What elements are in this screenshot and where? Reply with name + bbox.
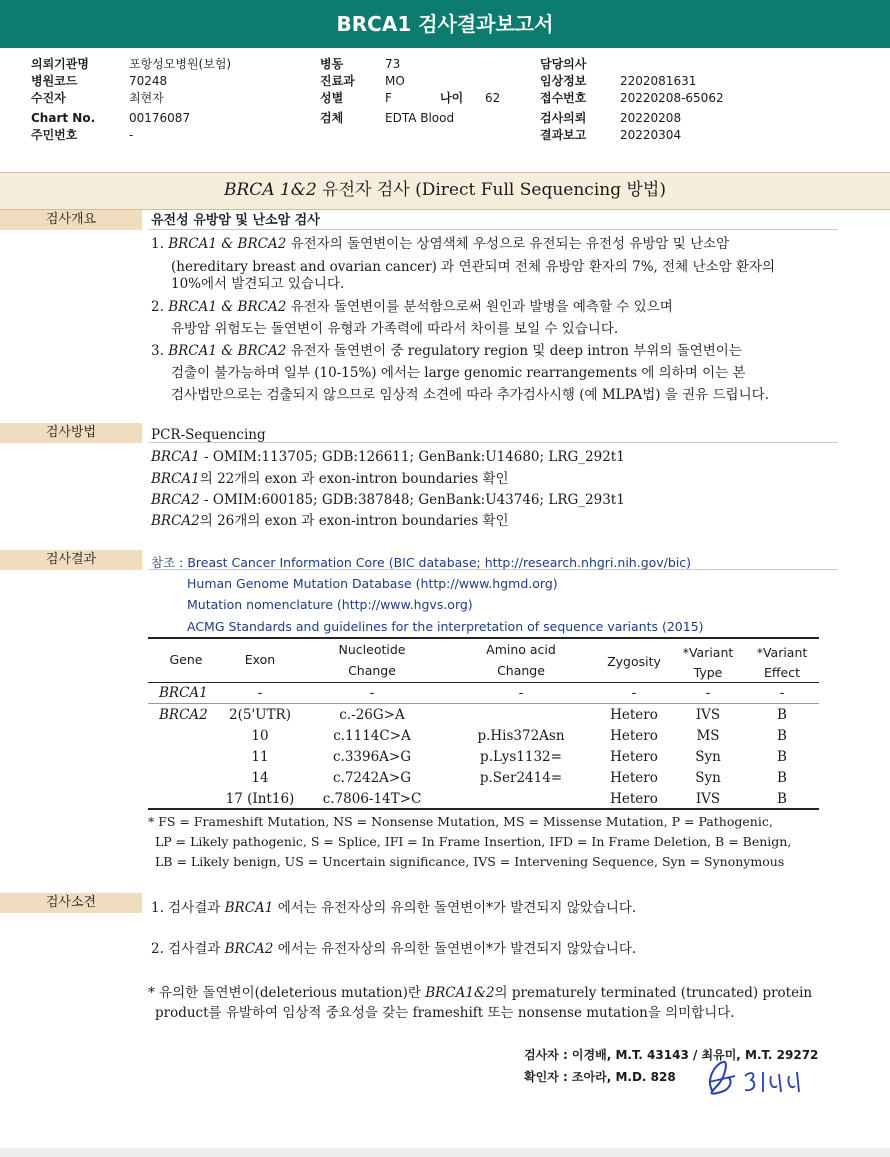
- cell-gene: BRCA1: [159, 685, 208, 701]
- reference-4: ACMG Standards and guidelines for the interpretation of sequence variants (2015): [187, 619, 704, 634]
- label-hospital-code: 병원코드: [31, 74, 78, 88]
- cell-exon: 14: [251, 770, 269, 786]
- value-resident-no: -: [129, 128, 134, 142]
- overview-item-3-line-2: 검출이 불가능하며 일부 (10-15%) 에서는 large genomic rearrangements 에 의하며 이는 본: [171, 365, 746, 381]
- item-number: 2.: [151, 299, 164, 315]
- label-accession-no: 접수번호: [540, 91, 587, 105]
- header-col2: [320, 56, 500, 127]
- footnote-3: LB = Likely benign, US = Uncertain significance, IVS = Intervening Sequence, Syn = Synonymous: [155, 854, 785, 869]
- label-institution: 의뢰기관명: [31, 57, 89, 71]
- reference-text: Breast Cancer Information Core (BIC database; http://research.nhgri.nih.gov/bic): [187, 555, 692, 570]
- overview-item-2-line-2: 유방암 위험도는 돌연변이 유형과 가족력에 따라서 차이를 보일 수 있습니다.: [171, 321, 619, 337]
- value-department: MO: [385, 74, 405, 88]
- cell-nucleotide: c.-26G>A: [339, 707, 405, 723]
- value-report-date: 20220304: [620, 128, 682, 142]
- label-department: 진료과: [320, 74, 355, 88]
- finding-line-1: [151, 898, 636, 918]
- footnote-1: * FS = Frameshift Mutation, NS = Nonsense Mutation, MS = Missense Mutation, P = Pathogenic,: [148, 814, 773, 829]
- footnote-2: LP = Likely pathogenic, S = Splice, IFI = In Frame Insertion, IFD = In Frame Deletion, B = Benign,: [155, 834, 792, 849]
- method-text: - OMIM:113705; GDB:126611; GenBank:U14680; LRG_292t1: [199, 449, 625, 465]
- method-line-4: [151, 511, 509, 531]
- item-number: 3.: [151, 343, 164, 359]
- label-specimen: 검체: [320, 111, 344, 125]
- value-ward: 73: [385, 57, 401, 71]
- note-prefix: * 유의한 돌연변이(deleterious mutation)란: [148, 985, 426, 1001]
- method-line-2: [151, 469, 509, 489]
- method-line-3: [151, 490, 625, 510]
- test-title-rest: 유전자 검사 (Direct Full Sequencing 방법): [316, 180, 666, 200]
- reference-3: Mutation nomenclature (http://www.hgvs.org): [187, 597, 473, 612]
- cell-nucleotide: -: [369, 685, 375, 701]
- finding-note-line-2: product를 유발하여 임상적 중요성을 갖는 frameshift 또는 nonsense mutation을 의미합니다.: [155, 1005, 735, 1021]
- result-label: 검사결과: [0, 550, 142, 570]
- gene-name: BRCA1: [151, 471, 200, 487]
- finding-label: 검사소견: [0, 893, 142, 913]
- overview-item-1-line-2: (hereditary breast and ovarian cancer) 과 연관되며 전체 유방암 환자의 7%, 전체 난소암 환자의: [171, 259, 776, 275]
- cell-amino-acid: p.Ser2414=: [479, 770, 563, 786]
- label-physician: 담당의사: [540, 57, 587, 71]
- test-title: [0, 177, 890, 203]
- header-variant-type: *Variant: [682, 645, 734, 660]
- cell-variant-effect: B: [777, 707, 787, 723]
- value-hospital-code: 70248: [129, 74, 168, 88]
- reference-2: Human Genome Mutation Database (http://www.hgmd.org): [187, 576, 558, 591]
- header-exon: Exon: [244, 652, 276, 667]
- table-row-divider: [148, 703, 819, 704]
- value-institution: 포항성모병원(보험): [129, 57, 232, 71]
- finding-prefix: 2. 검사결과: [151, 941, 225, 957]
- cell-nucleotide: c.3396A>G: [332, 749, 412, 765]
- gene-name: BRCA1 & BRCA2: [168, 343, 287, 359]
- cell-zygosity: Hetero: [610, 749, 658, 765]
- cell-variant-effect: B: [777, 749, 787, 765]
- label-chart-no: Chart No.: [31, 111, 96, 125]
- cell-amino-acid: -: [518, 685, 524, 701]
- header-col3: [540, 56, 724, 144]
- header-variant-effect: *Variant: [756, 645, 808, 660]
- cell-amino-acid: p.Lys1132=: [480, 749, 562, 765]
- cell-variant-effect: B: [777, 728, 787, 744]
- value-age: 62: [485, 91, 501, 105]
- label-clinical-info: 임상정보: [540, 74, 587, 88]
- cell-zygosity: Hetero: [610, 791, 658, 807]
- cell-gene: BRCA2: [159, 707, 208, 723]
- cell-zygosity: Hetero: [610, 770, 658, 786]
- test-title-gene: BRCA 1&2: [224, 180, 317, 200]
- gene-name: BRCA1: [224, 900, 274, 916]
- item-text: 유전자 돌연변이 중 regulatory region 및 deep intron 부위의 돌연변이는: [286, 343, 742, 359]
- header-gene: Gene: [169, 652, 203, 667]
- cell-variant-effect: -: [779, 685, 785, 701]
- reference-prefix: 참조 :: [151, 555, 188, 570]
- overview-item-3: [151, 341, 742, 361]
- header-zygosity: Zygosity: [607, 654, 661, 669]
- label-request-date: 검사의뢰: [540, 111, 587, 125]
- cell-nucleotide: c.7806-14T>C: [322, 791, 422, 807]
- cell-variant-type: Syn: [695, 749, 721, 765]
- header-col1: [31, 56, 231, 144]
- cell-nucleotide: c.1114C>A: [333, 728, 411, 744]
- label-patient: 수진자: [31, 91, 66, 105]
- finding-prefix: 1. 검사결과: [151, 900, 225, 916]
- handwritten-signature: [695, 1052, 815, 1102]
- cell-variant-type: IVS: [695, 791, 721, 807]
- gene-name: BRCA2: [151, 513, 200, 529]
- gene-name: BRCA2: [151, 492, 200, 508]
- header-amino-acid: Amino acid: [486, 642, 556, 657]
- method-heading: PCR-Sequencing: [151, 427, 266, 443]
- value-chart-no: 00176087: [129, 111, 191, 125]
- gene-name: BRCA1&2: [425, 985, 495, 1001]
- value-sex: F: [385, 91, 392, 105]
- finding-note: [148, 983, 812, 1003]
- overview-item-1-line-3: 10%에서 발견되고 있습니다.: [171, 276, 345, 292]
- note-text: 의 prematurely terminated (truncated) protein: [494, 985, 813, 1001]
- header-nucleotide-2: Change: [348, 663, 396, 678]
- label-ward: 병동: [320, 57, 344, 71]
- cell-exon: 17 (Int16): [225, 791, 295, 807]
- cell-variant-type: -: [705, 685, 711, 701]
- value-request-date: 20220208: [620, 111, 682, 125]
- cell-nucleotide: c.7242A>G: [332, 770, 412, 786]
- cell-exon: -: [257, 685, 263, 701]
- method-text: - OMIM:600185; GDB:387848; GenBank:U43746; LRG_293t1: [199, 492, 625, 508]
- cell-variant-type: IVS: [695, 707, 721, 723]
- cell-exon: 10: [251, 728, 269, 744]
- header-nucleotide: Nucleotide: [338, 642, 406, 657]
- cell-exon: 2(5'UTR): [229, 707, 291, 723]
- header-amino-acid-2: Change: [497, 663, 545, 678]
- reference-1: [151, 553, 691, 573]
- value-patient: 최현자: [129, 91, 164, 105]
- method-text: 의 26개의 exon 과 exon-intron boundaries 확인: [199, 513, 509, 529]
- value-clinical-info: 2202081631: [620, 74, 697, 88]
- page-footer-strip: [0, 1148, 890, 1157]
- cell-exon: 11: [251, 749, 269, 765]
- cell-variant-effect: B: [777, 791, 787, 807]
- method-label: 검사방법: [0, 423, 142, 443]
- method-text: 의 22개의 exon 과 exon-intron boundaries 확인: [199, 471, 509, 487]
- gene-name: BRCA1: [151, 449, 200, 465]
- finding-text: 에서는 유전자상의 유의한 돌연변이*가 발견되지 않았습니다.: [273, 900, 637, 916]
- examiner: 검사자 : 이경배, M.T. 43143 / 최유미, M.T. 29272: [524, 1048, 819, 1062]
- cell-zygosity: Hetero: [610, 707, 658, 723]
- gene-name: BRCA1 & BRCA2: [168, 236, 287, 252]
- cell-variant-effect: B: [777, 770, 787, 786]
- overview-heading: 유전성 유방암 및 난소암 검사: [151, 213, 320, 228]
- cell-variant-type: Syn: [695, 770, 721, 786]
- header-variant-effect-2: Effect: [764, 665, 800, 680]
- label-sex: 성별: [320, 91, 344, 105]
- overview-item-2: [151, 297, 673, 317]
- label-report-date: 결과보고: [540, 128, 587, 142]
- finding-text: 에서는 유전자상의 유의한 돌연변이*가 발견되지 않았습니다.: [273, 941, 637, 957]
- item-text: 유전자 돌연변이를 분석함으로써 원인과 발병을 예측할 수 있으며: [286, 299, 673, 315]
- item-number: 1.: [151, 236, 164, 252]
- gene-name: BRCA2: [224, 941, 274, 957]
- cell-amino-acid: p.His372Asn: [477, 728, 565, 744]
- cell-zygosity: -: [631, 685, 637, 701]
- item-text: 유전자의 돌연변이는 상염색체 우성으로 유전되는 유전성 유방암 및 난소암: [286, 236, 730, 252]
- value-specimen: EDTA Blood: [385, 111, 455, 125]
- cell-zygosity: Hetero: [610, 728, 658, 744]
- overview-label: 검사개요: [0, 210, 142, 230]
- header-variant-type-2: Type: [693, 665, 723, 680]
- cell-variant-type: MS: [696, 728, 720, 744]
- gene-name: BRCA1 & BRCA2: [168, 299, 287, 315]
- confirmer: 확인자 : 조아라, M.D. 828: [524, 1070, 676, 1084]
- finding-line-2: [151, 939, 636, 959]
- report-title: BRCA1 검사결과보고서: [0, 0, 890, 48]
- overview-item-3-line-3: 검사법만으로는 검출되지 않으므로 임상적 소견에 따라 추가검사시행 (예 MLPA법) 을 권유 드립니다.: [171, 387, 769, 403]
- value-accession-no: 20220208-65062: [620, 91, 724, 105]
- method-line-1: [151, 447, 625, 467]
- label-resident-no: 주민번호: [31, 128, 78, 142]
- label-age: 나이: [440, 91, 464, 105]
- overview-item-1: [151, 234, 729, 254]
